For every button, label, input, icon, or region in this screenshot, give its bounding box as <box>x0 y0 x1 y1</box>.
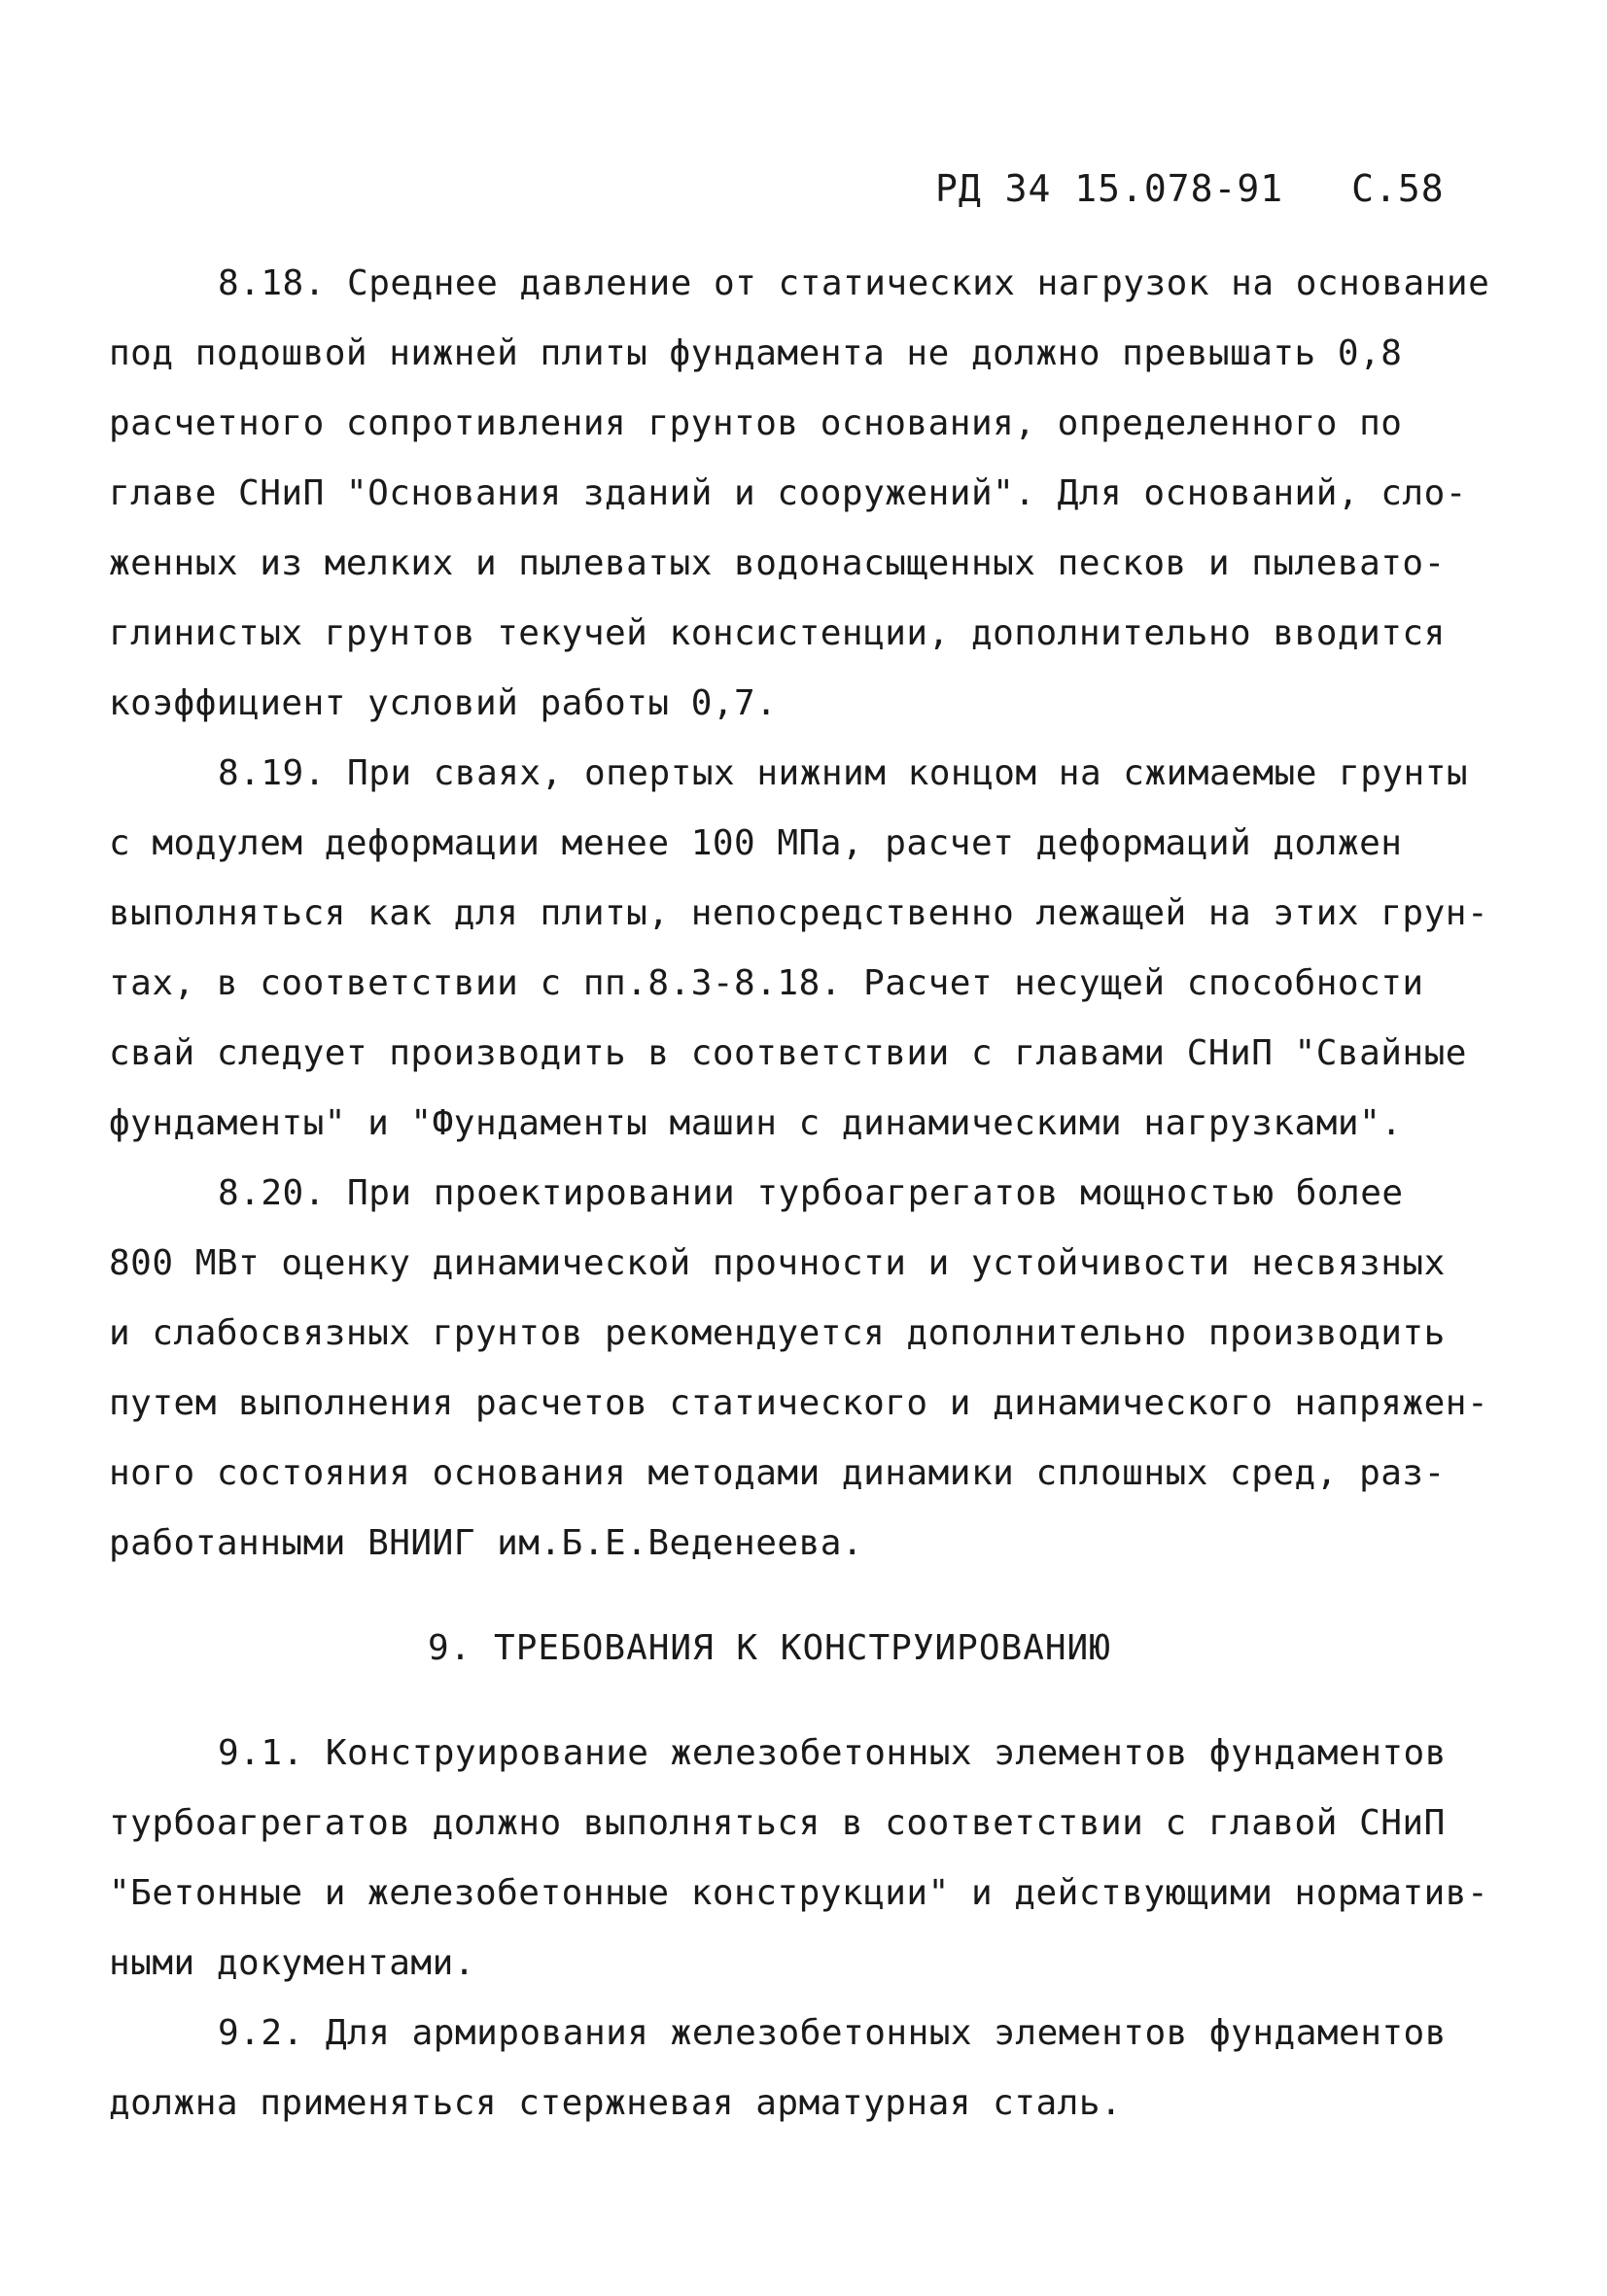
text-line: расчетного сопротивления грунтов основания, определенного по <box>109 403 1403 443</box>
text-line: 800 МВт оценку динамической прочности и устойчивости несвязных <box>109 1243 1446 1283</box>
text-line: с модулем деформации менее 100 МПа, расчет деформаций должен <box>109 823 1403 863</box>
text-line: 9.1. Конструирование железобетонных элементов фундаментов <box>218 1733 1447 1773</box>
text-line: "Бетонные и железобетонные конструкции" и действующими норматив- <box>109 1873 1489 1913</box>
text-line: должна применяться стержневая арматурная сталь. <box>109 2083 1123 2123</box>
page-number: С.58 <box>1351 167 1445 210</box>
document-body <box>109 249 1489 2139</box>
text-line: ного состояния основания методами динамики сплошных сред, раз- <box>109 1453 1446 1493</box>
paragraph-8-19 <box>109 739 1489 1159</box>
text-line: под подошвой нижней плиты фундамента не должно превышать 0,8 <box>109 333 1403 373</box>
text-line: 8.18. Среднее давление от статических нагрузок на основание <box>218 263 1490 303</box>
page-header <box>935 167 1480 210</box>
text-line: 9.2. Для армирования железобетонных элементов фундаментов <box>218 2013 1447 2053</box>
text-line: женных из мелких и пылеватых водонасыщенных песков и пылевато- <box>109 543 1446 583</box>
text-line: путем выполнения расчетов статического и динамического напряжен- <box>109 1383 1489 1423</box>
section-title: 9. ТРЕБОВАНИЯ К КОНСТРУИРОВАНИЮ <box>428 1628 1111 1668</box>
paragraph-8-18 <box>109 249 1489 739</box>
text-line: фундаменты" и "Фундаменты машин с динамическими нагрузками". <box>109 1103 1403 1143</box>
text-line: и слабосвязных грунтов рекомендуется дополнительно производить <box>109 1313 1446 1353</box>
text-line: работанными ВНИИГ им.Б.Е.Веденеева. <box>109 1523 864 1563</box>
text-line: ными документами. <box>109 1943 475 1983</box>
text-line: тах, в соответствии с пп.8.3-8.18. Расчет несущей способности <box>109 963 1424 1003</box>
paragraph-9-2 <box>109 1999 1489 2139</box>
document-code: РД 34 15.078-91 <box>935 167 1284 210</box>
text-line: 8.20. При проектировании турбоагрегатов мощностью более <box>218 1173 1404 1213</box>
text-line: коэффициент условий работы 0,7. <box>109 683 778 723</box>
text-line: 8.19. При сваях, опертых нижним концом на сжимаемые грунты <box>218 753 1469 793</box>
paragraph-9-1 <box>109 1719 1489 1999</box>
text-line: свай следует производить в соответствии с главами СНиП "Свайные <box>109 1033 1467 1073</box>
text-line: выполняться как для плиты, непосредственно лежащей на этих грун- <box>109 893 1489 933</box>
text-line: главе СНиП "Основания зданий и сооружений". Для оснований, сло- <box>109 473 1467 513</box>
text-line: глинистых грунтов текучей консистенции, дополнительно вводится <box>109 613 1446 653</box>
paragraph-8-20 <box>109 1159 1489 1579</box>
text-line: турбоагрегатов должно выполняться в соответствии с главой СНиП <box>109 1803 1446 1843</box>
